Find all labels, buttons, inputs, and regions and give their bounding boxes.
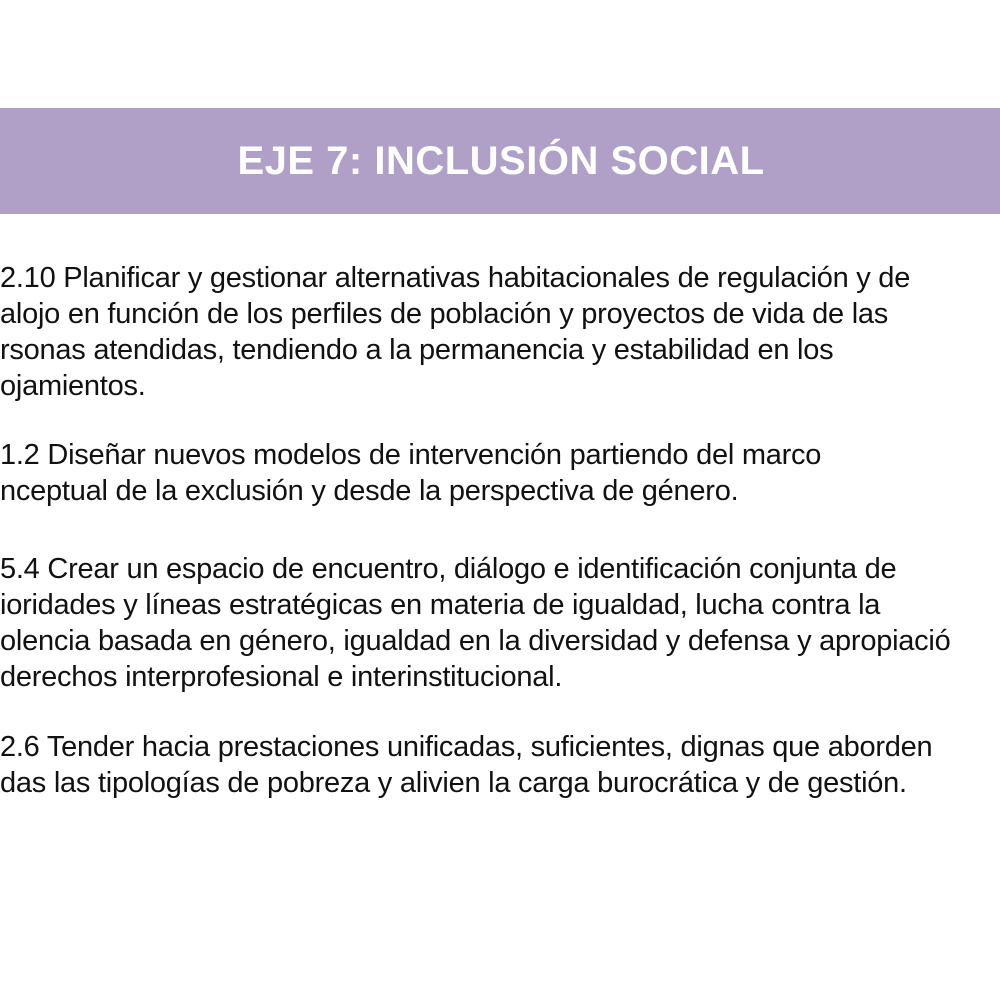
paragraph-line: derechos interprofesional e interinstitucional. — [0, 661, 563, 693]
paragraph-line: olencia basada en género, igualdad en la diversidad y defensa y apropiació — [0, 625, 951, 657]
paragraph-line: alojo en función de los perfiles de población y proyectos de vida de las — [0, 298, 889, 330]
paragraph-1-2 — [0, 437, 1000, 509]
paragraph-line: das las tipologías de pobreza y alivien la carga burocrática y de gestión. — [0, 767, 907, 799]
slide-title: EJE 7: INCLUSIÓN SOCIAL — [237, 138, 765, 183]
paragraph-line: ioridades y líneas estratégicas en materia de igualdad, lucha contra la — [0, 589, 881, 621]
paragraph-2-10 — [0, 260, 1000, 404]
paragraph-line: rsonas atendidas, tendiendo a la permanencia y estabilidad en los — [0, 334, 834, 366]
paragraph-5-4 — [0, 551, 1000, 695]
paragraph-line: 5.4 Crear un espacio de encuentro, diálogo e identificación conjunta de — [0, 553, 897, 585]
paragraph-line: ojamientos. — [0, 370, 146, 402]
paragraph-line: 1.2 Diseñar nuevos modelos de intervención partiendo del marco — [0, 439, 822, 471]
paragraph-line: nceptual de la exclusión y desde la perspectiva de género. — [0, 475, 739, 507]
paragraph-line: 2.6 Tender hacia prestaciones unificadas, suficientes, dignas que aborden — [0, 731, 933, 763]
paragraph-line: 2.10 Planificar y gestionar alternativas habitacionales de regulación y de — [0, 262, 911, 294]
paragraph-2-6 — [0, 729, 1000, 801]
